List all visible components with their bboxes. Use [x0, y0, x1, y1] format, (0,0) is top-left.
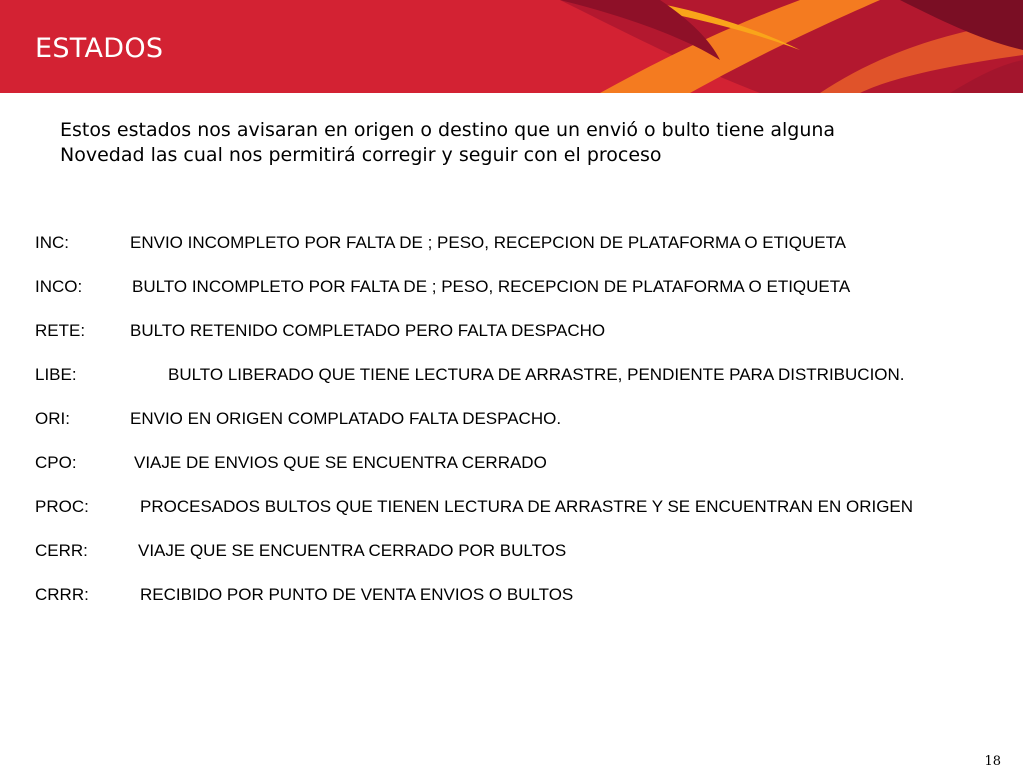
- state-code: CERR:: [35, 541, 88, 560]
- state-item-cpo: [35, 452, 958, 474]
- states-list: [35, 232, 958, 628]
- state-description: PROCESADOS BULTOS QUE TIENEN LECTURA DE ARRASTRE Y SE ENCUENTRAN EN ORIGEN: [140, 497, 914, 516]
- state-code: INCO:: [35, 277, 83, 296]
- state-description: RECIBIDO POR PUNTO DE VENTA ENVIOS O BULTOS: [140, 585, 574, 604]
- state-item-libe: [35, 364, 958, 386]
- state-code: PROC:: [35, 497, 89, 516]
- page-number: 18: [984, 754, 1001, 769]
- state-item-inc: [35, 232, 958, 254]
- state-code: ORI:: [35, 409, 70, 428]
- state-code: CRRR:: [35, 585, 89, 604]
- slide-title: ESTADOS: [35, 33, 164, 64]
- state-item-crrr: [35, 584, 958, 606]
- state-item-rete: [35, 320, 958, 342]
- state-description: BULTO LIBERADO QUE TIENE LECTURA DE ARRASTRE, PENDIENTE PARA DISTRIBUCION.: [168, 365, 905, 384]
- state-description: VIAJE DE ENVIOS QUE SE ENCUENTRA CERRADO: [134, 453, 547, 472]
- state-description: ENVIO EN ORIGEN COMPLATADO FALTA DESPACHO.: [130, 409, 562, 428]
- state-item-ori: [35, 408, 958, 430]
- state-item-cerr: [35, 540, 958, 562]
- state-item-proc: [35, 496, 958, 518]
- intro-paragraph: [60, 118, 980, 168]
- intro-line: Novedad las cual nos permitirá corregir y seguir con el proceso: [60, 144, 662, 166]
- state-description: VIAJE QUE SE ENCUENTRA CERRADO POR BULTOS: [138, 541, 567, 560]
- state-code: LIBE:: [35, 365, 77, 384]
- intro-line: Estos estados nos avisaran en origen o destino que un envió o bulto tiene alguna: [60, 119, 836, 141]
- state-item-inco: [35, 276, 958, 298]
- state-code: CPO:: [35, 453, 77, 472]
- state-description: ENVIO INCOMPLETO POR FALTA DE ; PESO, RECEPCION DE PLATAFORMA O ETIQUETA: [130, 233, 847, 252]
- slide-header-banner: [0, 0, 1023, 93]
- state-description: BULTO INCOMPLETO POR FALTA DE ; PESO, RECEPCION DE PLATAFORMA O ETIQUETA: [132, 277, 851, 296]
- state-description: BULTO RETENIDO COMPLETADO PERO FALTA DESPACHO: [130, 321, 606, 340]
- state-code: INC:: [35, 233, 69, 252]
- state-code: RETE:: [35, 321, 86, 340]
